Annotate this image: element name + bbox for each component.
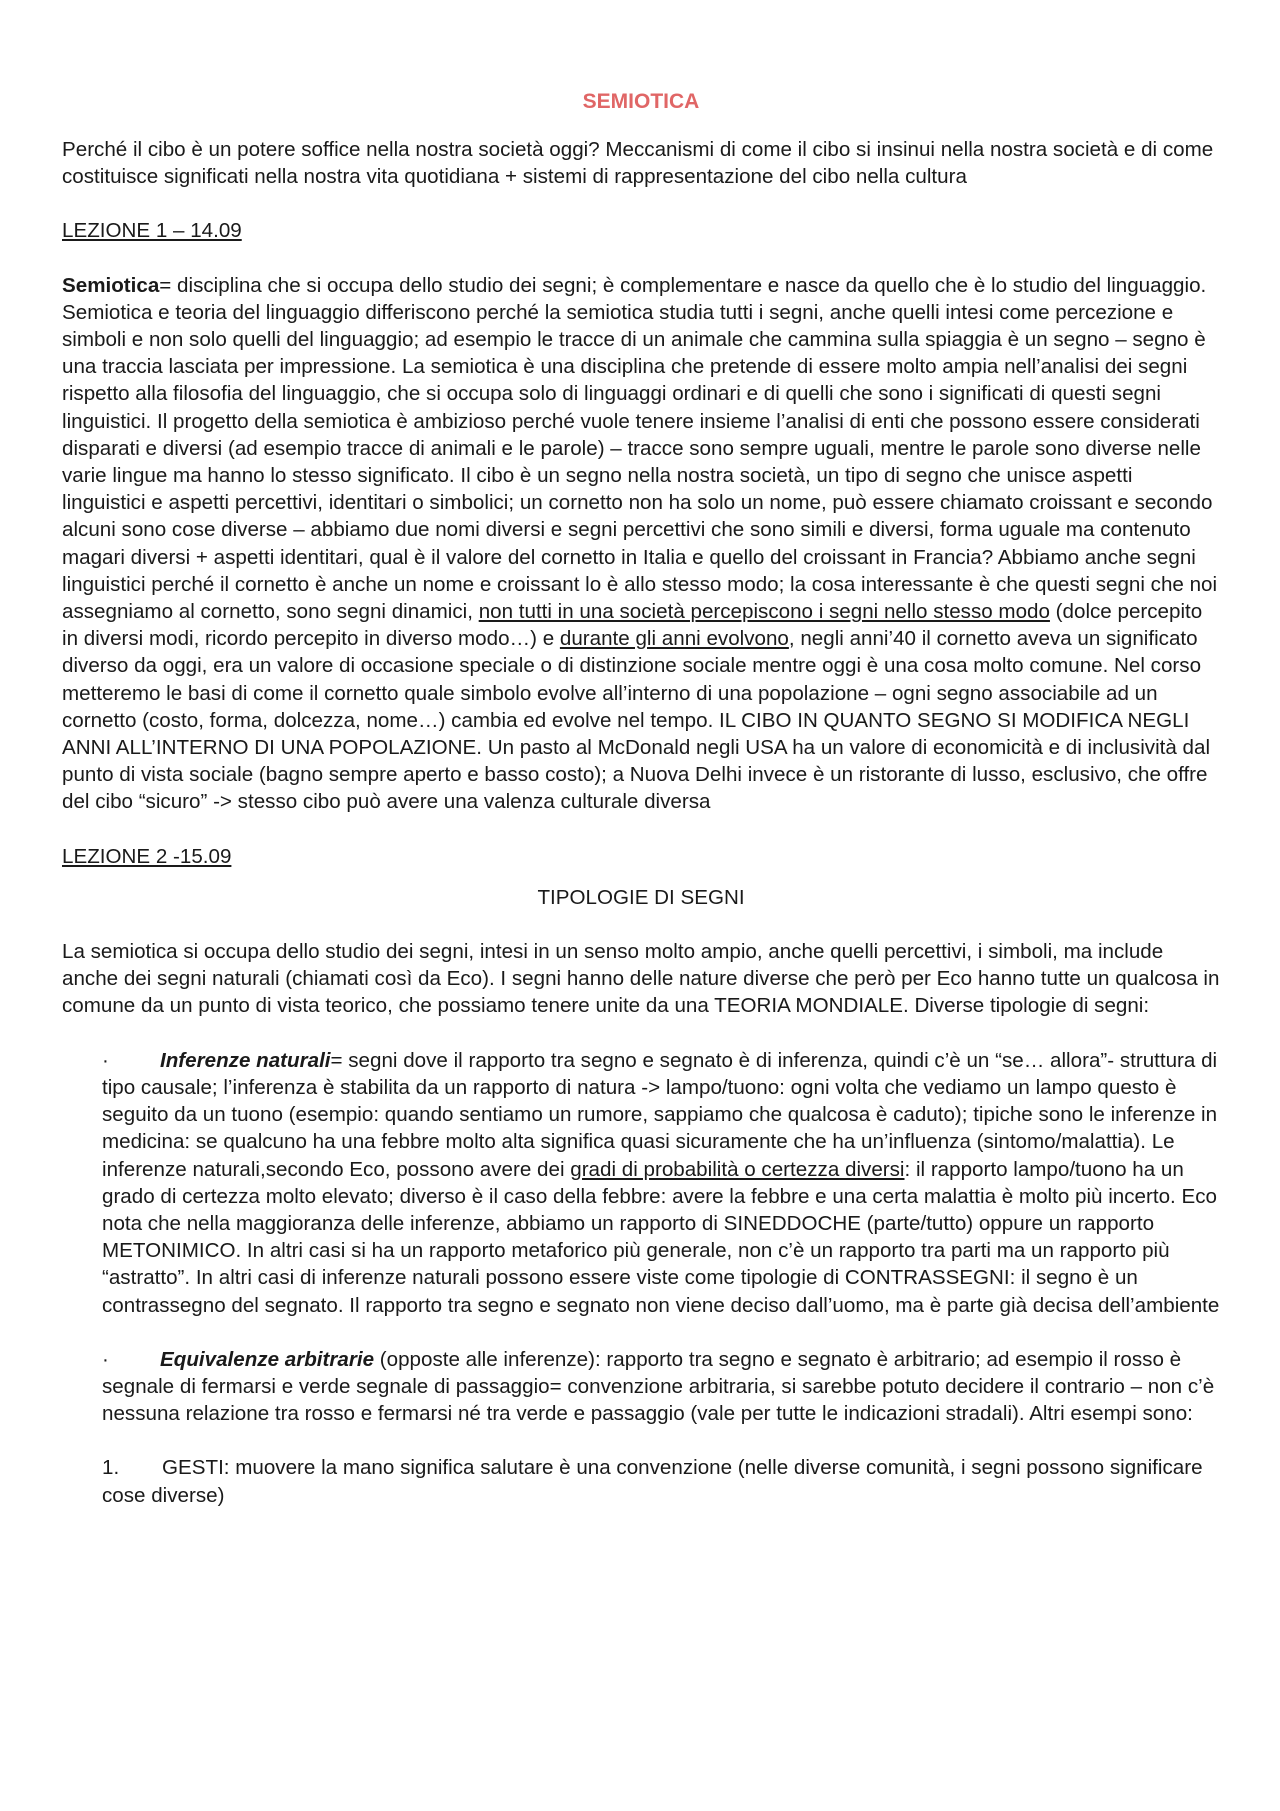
lesson1-text-b: (dolce percepito in diversi modi, ricordo percepito in diverso modo…) e bbox=[62, 600, 1203, 651]
list-item-equivalenze bbox=[62, 1346, 1220, 1428]
inferenze-text-b: : il rapporto lampo/tuono ha un grado di certezza molto elevato; diverso è il caso della febbre: avere la febbre e una certa malattia è molto più incerto. Eco nota che nella maggioranza delle inferenze, abbiamo un rapporto di SINEDDOCHE (parte/tutto) oppure un rapporto METONIMICO. In altri casi si ha un rapporto metaforico più generale, non c’è un rapporto tra parti ma un rapporto più “astratto”. In altri casi di inferenze naturali possono essere viste come tipologie di CONTRASSEGNI: il segno è un contrassegno del segnato. Il rapporto tra segno e segnato non viene deciso dall’uomo, ma è parte già decisa dell’ambiente bbox=[102, 1157, 1220, 1317]
inferenze-text-a: = segni dove il rapporto tra segno e segnato è di inferenza, quindi c’è un “se… allora”- struttura di tipo causale; l’inferenza è stabilita da un rapporto di natura -> lampo/tuono: ogni volta che vediamo un lampo questo è seguito da un tuono (esempio: quando sentiamo un rumore, sappiamo che qualcosa è caduto); tipiche sono le inferenze in medicina: se qualcuno ha una febbre molto alta significa quasi sicuramente che ha un’influenza (sintomo/malattia). Le inferenze naturali,secondo Eco, possono avere dei bbox=[102, 1048, 1218, 1181]
equivalenze-term: Equivalenze arbitrarie bbox=[160, 1347, 375, 1371]
gesti-text: GESTI: muovere la mano significa salutare è una convenzione (nelle diverse comunità, i segni possono significare cose diverse) bbox=[102, 1456, 1203, 1507]
lesson1-text-a: = disciplina che si occupa dello studio dei segni; è complementare e nasce da quello che è lo studio del linguaggio. Semiotica e teoria del linguaggio differiscono perché la semiotica studia tutti i segni, anche quelli intesi come percezione e simboli e non solo quelli del linguaggio; ad esempio le tracce di un animale che cammina sulla spiaggia è un segno – segno è una traccia lasciata per impressione. La semiotica è una disciplina che pretende di essere molto ampia nell’analisi dei segni rispetto alla filosofia del linguaggio, che si occupa solo di linguaggi ordinari e di quelli che sono i significati di questi segni linguistici. Il progetto della semiotica è ambizioso perché vuole tenere insieme l’analisi di enti che possono essere considerati disparati e diversi (ad esempio tracce di animali e le parole) – tracce sono sempre uguali, mentre le parole sono diverse nelle varie lingue ma hanno lo stesso significato. Il cibo è un segno nella nostra società, un tipo di segno che unisce aspetti linguistici e aspetti percettivi, identitari o simbolici; un cornetto non ha solo un nome, può essere chiamato croissant e secondo alcuni sono cose diverse – abbiamo due nomi diversi e segni percettivi che sono simili e diversi, forma uguale ma contenuto magari diversi + aspetti identitari, qual è il valore del cornetto in Italia e quello del croissant in Francia? Abbiamo anche segni linguistici perché il cornetto è anche un nome e croissant lo è allo stesso modo; la cosa interessante è che questi segni che noi assegniamo al cornetto, sono segni dinamici, bbox=[62, 273, 1218, 624]
lesson1-underline-2: durante gli anni evolvono bbox=[559, 627, 789, 651]
document-title: SEMIOTICA bbox=[582, 90, 700, 113]
numbered-item-gesti bbox=[62, 1454, 1220, 1508]
bullet-icon: · bbox=[102, 1048, 109, 1072]
inferenze-underline: gradi di probabilità o certezza diversi bbox=[570, 1157, 905, 1181]
lesson1-underline-1: non tutti in una società percepiscono i segni nello stesso modo bbox=[478, 600, 1050, 624]
list-item-inferenze bbox=[62, 1047, 1220, 1319]
lesson1-heading: LEZIONE 1 – 14.09 bbox=[62, 219, 242, 243]
lesson2-subheading: TIPOLOGIE DI SEGNI bbox=[537, 885, 745, 909]
lesson1-text-c: , negli anni’40 il cornetto aveva un significato diverso da oggi, era un valore di occasione speciale o di distinzione sociale mentre oggi è una cosa molto comune. Nel corso metteremo le basi di come il cornetto quale simbolo evolve all’interno di una popolazione – ogni segno associabile ad un cornetto (costo, forma, dolcezza, nome…) cambia ed evolve nel tempo. IL CIBO IN QUANTO SEGNO SI MODIFICA NEGLI ANNI ALL’INTERNO DI UNA POPOLAZIONE. Un pasto al McDonald negli USA ha un valore di economicità e di inclusività dal punto di vista sociale (bagno sempre aperto e basso costo); a Nuova Delhi invece è un ristorante di lusso, esclusivo, che offre del cibo “sicuro” -> stesso cibo può avere una valenza culturale diversa bbox=[62, 627, 1211, 814]
inferenze-term: Inferenze naturali bbox=[160, 1048, 331, 1072]
equivalenze-text: (opposte alle inferenze): rapporto tra segno e segnato è arbitrario; ad esempio il rosso è segnale di fermarsi e verde segnale di passaggio= convenzione arbitraria, si sarebbe potuto decidere il contrario – non c’è nessuna relazione tra rosso e fermarsi né tra verde e passaggio (vale per tutte le indicazioni stradali). Altri esempi sono: bbox=[102, 1347, 1215, 1426]
semiotica-term: Semiotica bbox=[62, 273, 160, 297]
intro-paragraph: Perché il cibo è un potere soffice nella nostra società oggi? Meccanismi di come il cibo si insinui nella nostra società e di come costituisce significati nella nostra vita quotidiana + sistemi di rappresentazione del cibo nella cultura bbox=[62, 138, 1214, 189]
lesson2-intro: La semiotica si occupa dello studio dei segni, intesi in un senso molto ampio, anche quelli percettivi, i simboli, ma include anche dei segni naturali (chiamati così da Eco). I segni hanno delle nature diverse che però per Eco hanno tutte un qualcosa in comune da un punto di vista teorico, che possiamo tenere unite da una TEORIA MONDIALE. Diverse tipologie di segni: bbox=[62, 940, 1220, 1018]
lesson1-paragraph bbox=[62, 272, 1220, 816]
lesson2-heading: LEZIONE 2 -15.09 bbox=[62, 844, 232, 868]
bullet-icon: · bbox=[102, 1347, 109, 1371]
list-number: 1. bbox=[102, 1456, 120, 1480]
